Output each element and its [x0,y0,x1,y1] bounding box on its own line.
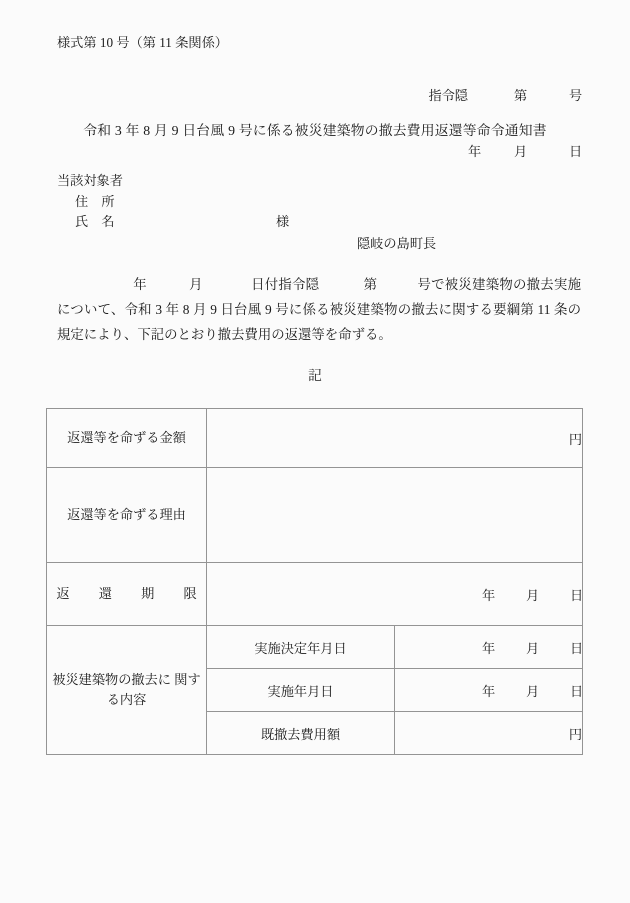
label-return-deadline: 返 還 期 限 [47,563,207,626]
execution-day: 日 [570,683,584,699]
label-execution-date: 実施年月日 [207,669,395,712]
addressee-heading: 当該対象者 [57,173,123,188]
value-existing-cost[interactable]: 円 [395,712,583,755]
label-return-amount: 返還等を命ずる金額 [47,409,207,468]
order-details-table [46,408,583,755]
body-paragraph [57,272,581,347]
value-return-deadline[interactable] [207,563,583,626]
body-date-day-suffix: 日付指令隠 [250,277,320,292]
value-decision-date[interactable] [395,626,583,669]
label-decision-date: 実施決定年月日 [207,626,395,669]
decision-year: 年 [482,640,496,656]
body-date-year: 年 [133,277,147,292]
decision-month: 月 [526,640,540,656]
table-row-decision-date [47,626,583,669]
value-execution-date[interactable] [395,669,583,712]
execution-year: 年 [482,683,496,699]
label-removal-content: 被災建築物の撤去に 関する内容 [47,626,207,755]
issuer-name: 隠岐の島町長 [357,236,437,251]
document-date-month: 月 [514,144,528,159]
document-number-label: 指令隠 [428,88,468,103]
document-title: 令和 3 年 8 月 9 日台風 9 号に係る被災建築物の撤去費用返還等命令通知書 [83,123,547,138]
document-date-day: 日 [569,144,583,159]
table-row-reason [47,468,583,563]
document-number-row [0,85,583,104]
document-number-dai: 第 [514,88,528,103]
addressee-name-label: 氏 名 [75,214,115,229]
deadline-day: 日 [570,587,584,603]
label-existing-cost: 既撤去費用額 [207,712,395,755]
label-return-reason: 返還等を命ずる理由 [47,468,207,563]
table-row-deadline [47,563,583,626]
addressee-honorific: 様 [276,214,290,229]
document-date-year: 年 [468,144,482,159]
value-return-amount[interactable]: 円 [207,409,583,468]
document-date-row [0,141,583,160]
value-return-reason[interactable] [207,468,583,563]
document-number-gou: 号 [569,88,583,103]
table-row-amount [47,409,583,468]
body-dai: 第 [363,277,378,292]
body-date-month: 月 [188,277,203,292]
body-main-text: 号で被災建築物の撤去実施について、令和 3 年 8 月 9 日台風 9 号に係る被災建築物の撤去に関する要綱第 11 条の規定により、下記のとおり撤去費用の返還等を命ずる。 [57,277,581,342]
addressee-address-label: 住 所 [75,194,115,209]
decision-day: 日 [570,640,584,656]
ki-mark: 記 [308,368,322,383]
deadline-month: 月 [526,587,540,603]
execution-month: 月 [526,683,540,699]
form-number: 様式第 10 号（第 11 条関係） [57,35,228,50]
deadline-year: 年 [482,587,496,603]
